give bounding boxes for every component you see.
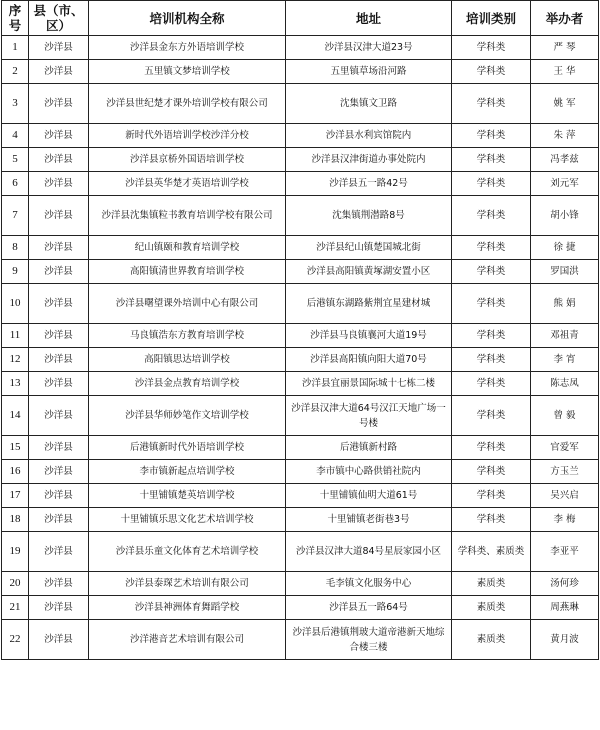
table-row (2, 60, 599, 84)
cell-institution-name: 五里镇文梦培训学校 (89, 60, 286, 84)
cell-institution-name: 高阳镇思达培训学校 (89, 348, 286, 372)
cell-county: 沙洋县 (29, 620, 89, 660)
cell-county: 沙洋县 (29, 172, 89, 196)
cell-index: 13 (2, 372, 29, 396)
header-organizer: 举办者 (531, 1, 599, 36)
cell-category: 学科类、素质类 (452, 532, 531, 572)
cell-institution-name: 新时代外语培训学校沙洋分校 (89, 124, 286, 148)
cell-index: 1 (2, 36, 29, 60)
cell-index: 3 (2, 84, 29, 124)
cell-address: 后港镇新村路 (286, 436, 452, 460)
cell-address: 沈集镇文卫路 (286, 84, 452, 124)
cell-organizer: 熊 娟 (531, 284, 599, 324)
cell-category: 学科类 (452, 84, 531, 124)
cell-institution-name: 沙洋县曙望课外培训中心有限公司 (89, 284, 286, 324)
cell-institution-name: 沙洋县华师妙笔作文培训学校 (89, 396, 286, 436)
cell-category: 学科类 (452, 460, 531, 484)
cell-address: 沙洋县马良镇襄河大道19号 (286, 324, 452, 348)
cell-organizer: 曾 毅 (531, 396, 599, 436)
cell-county: 沙洋县 (29, 196, 89, 236)
cell-index: 7 (2, 196, 29, 236)
cell-county: 沙洋县 (29, 436, 89, 460)
table-row (2, 620, 599, 660)
cell-address: 沙洋县纪山镇楚国城北街 (286, 236, 452, 260)
cell-address: 沙洋县宜丽景国际城十七栋二楼 (286, 372, 452, 396)
cell-index: 10 (2, 284, 29, 324)
cell-category: 学科类 (452, 36, 531, 60)
table-row (2, 260, 599, 284)
cell-institution-name: 沙洋县世纪楚才课外培训学校有限公司 (89, 84, 286, 124)
table-row (2, 148, 599, 172)
cell-index: 17 (2, 484, 29, 508)
institution-table (1, 0, 599, 660)
cell-address: 十里铺镇老街巷3号 (286, 508, 452, 532)
table-row (2, 572, 599, 596)
cell-organizer: 朱 萍 (531, 124, 599, 148)
cell-institution-name: 纪山镇颐和教育培训学校 (89, 236, 286, 260)
cell-institution-name: 十里铺镇乐思文化艺术培训学校 (89, 508, 286, 532)
cell-county: 沙洋县 (29, 284, 89, 324)
cell-organizer: 官爱军 (531, 436, 599, 460)
cell-institution-name: 沙洋县金点教育培训学校 (89, 372, 286, 396)
cell-county: 沙洋县 (29, 236, 89, 260)
cell-index: 6 (2, 172, 29, 196)
cell-category: 学科类 (452, 324, 531, 348)
cell-index: 8 (2, 236, 29, 260)
header-address: 地址 (286, 1, 452, 36)
table-row (2, 460, 599, 484)
cell-index: 20 (2, 572, 29, 596)
cell-address: 沙洋县汉津大道84号星辰家园小区 (286, 532, 452, 572)
cell-index: 12 (2, 348, 29, 372)
table-row (2, 172, 599, 196)
cell-organizer: 方玉兰 (531, 460, 599, 484)
cell-organizer: 李 宵 (531, 348, 599, 372)
cell-address: 沙洋县后港镇荆玻大道帝港新天地综合楼三楼 (286, 620, 452, 660)
cell-index: 16 (2, 460, 29, 484)
cell-address: 沙洋县高阳镇黄塚湖安置小区 (286, 260, 452, 284)
cell-index: 14 (2, 396, 29, 436)
cell-category: 学科类 (452, 436, 531, 460)
table-row (2, 124, 599, 148)
cell-organizer: 严 琴 (531, 36, 599, 60)
cell-organizer: 汤何珍 (531, 572, 599, 596)
cell-address: 沙洋县汉津大道23号 (286, 36, 452, 60)
cell-category: 学科类 (452, 124, 531, 148)
cell-institution-name: 沙洋县乐童文化体育艺术培训学校 (89, 532, 286, 572)
cell-county: 沙洋县 (29, 60, 89, 84)
cell-category: 学科类 (452, 236, 531, 260)
cell-address: 毛李镇文化服务中心 (286, 572, 452, 596)
cell-organizer: 李 梅 (531, 508, 599, 532)
cell-organizer: 黄月波 (531, 620, 599, 660)
cell-county: 沙洋县 (29, 260, 89, 284)
cell-organizer: 吴兴启 (531, 484, 599, 508)
cell-organizer: 李亚平 (531, 532, 599, 572)
cell-index: 15 (2, 436, 29, 460)
cell-index: 5 (2, 148, 29, 172)
cell-county: 沙洋县 (29, 372, 89, 396)
cell-category: 学科类 (452, 484, 531, 508)
table-row (2, 236, 599, 260)
cell-category: 学科类 (452, 60, 531, 84)
cell-address: 十里铺镇仙明大道61号 (286, 484, 452, 508)
table-row (2, 484, 599, 508)
cell-organizer: 姚 军 (531, 84, 599, 124)
cell-institution-name: 沙洋县沈集镇粒书教育培训学校有限公司 (89, 196, 286, 236)
cell-address: 沙洋县水利宾馆院内 (286, 124, 452, 148)
table-row (2, 532, 599, 572)
cell-county: 沙洋县 (29, 348, 89, 372)
cell-category: 学科类 (452, 172, 531, 196)
table-row (2, 372, 599, 396)
cell-county: 沙洋县 (29, 84, 89, 124)
header-institution-name: 培训机构全称 (89, 1, 286, 36)
cell-index: 21 (2, 596, 29, 620)
cell-county: 沙洋县 (29, 532, 89, 572)
cell-organizer: 徐 捷 (531, 236, 599, 260)
cell-index: 22 (2, 620, 29, 660)
cell-institution-name: 沙洋县京桥外国语培训学校 (89, 148, 286, 172)
cell-index: 11 (2, 324, 29, 348)
cell-organizer: 周燕琳 (531, 596, 599, 620)
table-row (2, 596, 599, 620)
table-row (2, 396, 599, 436)
cell-address: 五里镇草场沿河路 (286, 60, 452, 84)
cell-institution-name: 沙洋县泰琛艺术培训有限公司 (89, 572, 286, 596)
cell-address: 沈集镇荆潜路8号 (286, 196, 452, 236)
cell-county: 沙洋县 (29, 484, 89, 508)
cell-organizer: 罗国洪 (531, 260, 599, 284)
cell-address: 后港镇东湖路紫荆宜星建材城 (286, 284, 452, 324)
cell-institution-name: 后港镇新时代外语培训学校 (89, 436, 286, 460)
cell-institution-name: 沙洋港音艺术培训有限公司 (89, 620, 286, 660)
cell-institution-name: 马良镇浩东方教育培训学校 (89, 324, 286, 348)
cell-address: 沙洋县高阳镇向阳大道70号 (286, 348, 452, 372)
cell-address: 李市镇中心路供销社院内 (286, 460, 452, 484)
cell-category: 素质类 (452, 596, 531, 620)
table-row (2, 284, 599, 324)
cell-index: 18 (2, 508, 29, 532)
cell-institution-name: 沙洋县英华楚才英语培训学校 (89, 172, 286, 196)
cell-category: 学科类 (452, 396, 531, 436)
cell-index: 9 (2, 260, 29, 284)
cell-county: 沙洋县 (29, 324, 89, 348)
cell-organizer: 邓祖青 (531, 324, 599, 348)
cell-institution-name: 高阳镇清世界教育培训学校 (89, 260, 286, 284)
cell-index: 2 (2, 60, 29, 84)
cell-institution-name: 李市镇新起点培训学校 (89, 460, 286, 484)
cell-category: 学科类 (452, 148, 531, 172)
header-category: 培训类别 (452, 1, 531, 36)
cell-category: 学科类 (452, 284, 531, 324)
cell-county: 沙洋县 (29, 572, 89, 596)
table-row (2, 348, 599, 372)
cell-county: 沙洋县 (29, 596, 89, 620)
table-row (2, 196, 599, 236)
table-row (2, 84, 599, 124)
table-row (2, 324, 599, 348)
cell-category: 学科类 (452, 508, 531, 532)
cell-county: 沙洋县 (29, 148, 89, 172)
cell-category: 学科类 (452, 372, 531, 396)
cell-address: 沙洋县汉津大道64号汉江天地广场一号楼 (286, 396, 452, 436)
table-row (2, 436, 599, 460)
cell-county: 沙洋县 (29, 36, 89, 60)
cell-institution-name: 十里铺镇楚英培训学校 (89, 484, 286, 508)
table-row (2, 36, 599, 60)
cell-category: 学科类 (452, 260, 531, 284)
cell-category: 学科类 (452, 196, 531, 236)
cell-institution-name: 沙洋县金东方外语培训学校 (89, 36, 286, 60)
cell-address: 沙洋县五一路64号 (286, 596, 452, 620)
cell-category: 素质类 (452, 620, 531, 660)
table-header-row (2, 1, 599, 36)
table-body (2, 36, 599, 660)
cell-organizer: 胡小锋 (531, 196, 599, 236)
cell-index: 4 (2, 124, 29, 148)
cell-organizer: 刘元军 (531, 172, 599, 196)
header-index: 序号 (2, 1, 29, 36)
cell-category: 素质类 (452, 572, 531, 596)
cell-category: 学科类 (452, 348, 531, 372)
header-county: 县（市、区） (29, 1, 89, 36)
cell-county: 沙洋县 (29, 508, 89, 532)
cell-county: 沙洋县 (29, 396, 89, 436)
cell-organizer: 王 华 (531, 60, 599, 84)
cell-county: 沙洋县 (29, 460, 89, 484)
cell-address: 沙洋县汉津街道办事处院内 (286, 148, 452, 172)
table-row (2, 508, 599, 532)
cell-county: 沙洋县 (29, 124, 89, 148)
cell-organizer: 陈志凤 (531, 372, 599, 396)
cell-institution-name: 沙洋县神洲体育舞蹈学校 (89, 596, 286, 620)
cell-address: 沙洋县五一路42号 (286, 172, 452, 196)
cell-index: 19 (2, 532, 29, 572)
cell-organizer: 冯孝兹 (531, 148, 599, 172)
